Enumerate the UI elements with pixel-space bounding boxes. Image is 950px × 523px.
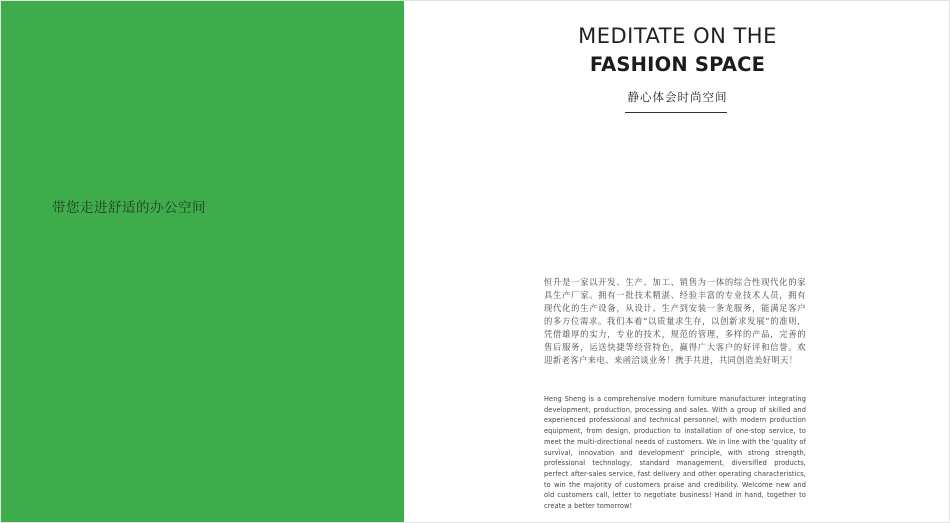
heading-line-2: FASHION SPACE xyxy=(589,53,766,76)
left-page-green-panel xyxy=(1,1,404,523)
left-page-caption: 带您走进舒适的办公空间 xyxy=(52,200,206,216)
body-text-english: Heng Sheng is a comprehensive modern furniture manufacturer integrating development, production, processing and sales. With a group of skilled and experienced professional and technical personnel, with modern production equipment, from design, production to installation of one-stop service, to meet the multi-directional needs of customers. We in line with the 'quality of survival, innovation and development' principle, with strong strength, professional technology, standard management, diversified products, perfect after-sales service, fast delivery and other operating characteristics, to win the majority of customers praise and credibility. Welcome new and old customers call, letter to negotiate business! Hand in hand, together to create a better tomorrow! xyxy=(544,395,806,511)
right-page xyxy=(404,1,950,523)
heading-line-1: MEDITATE ON THE xyxy=(578,24,777,48)
heading-underline-divider xyxy=(625,112,727,113)
heading-chinese-subtitle: 静心体会时尚空间 xyxy=(627,90,728,104)
body-text-chinese: 恒升是一家以开发、生产、加工、销售为一体的综合性现代化的家具生产厂家。拥有一批技术精湛、经验丰富的专业技术人员，拥有现代化的生产设备，从设计、生产到安装一条龙服务，能满足客户的多方位需求。我们本着“以质量求生存，以创新求发展”的准则，凭借雄厚的实力，专业的技术，规范的管理，多样的产品，完善的售后服务，运送快捷等经营特色，赢得广大客户的好评和信誉。欢迎新老客户来电、来函洽谈业务！携手共进，共同创造美好明天！ xyxy=(544,277,806,365)
